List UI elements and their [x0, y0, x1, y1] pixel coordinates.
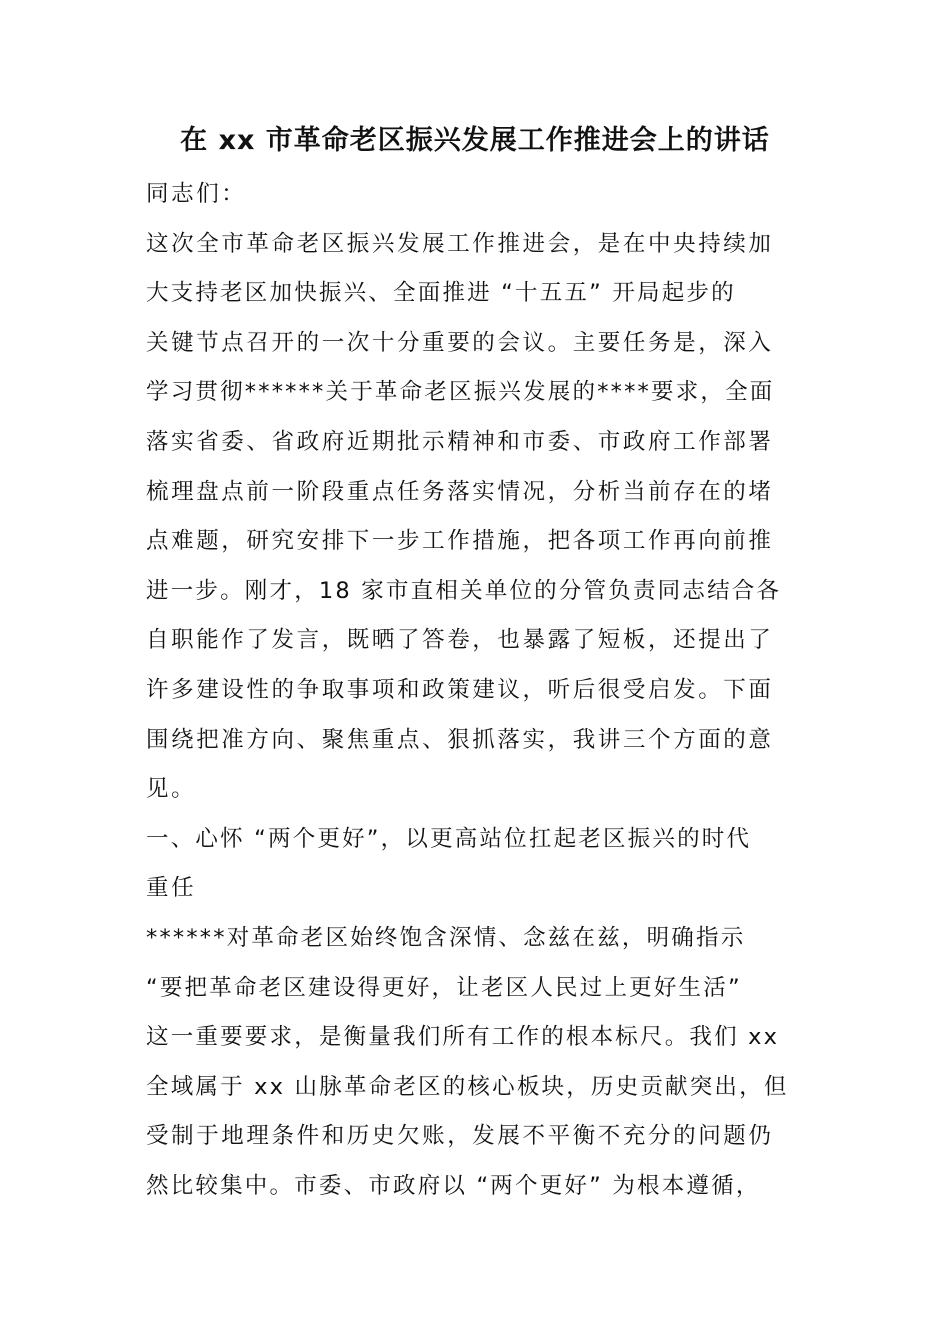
document-body [146, 170, 810, 1211]
paragraph-line: 受制于地理条件和历史欠账，发展不平衡不充分的问题仍 [146, 1123, 774, 1150]
paragraph-line: 梳理盘点前一阶段重点任务落实情况，分析当前存在的堵 [146, 478, 774, 505]
paragraph-line: “要把革命老区建设得更好，让老区人民过上更好生活” [146, 974, 742, 1001]
paragraph-line: 落实省委、省政府近期批示精神和市委、市政府工作部署 [146, 428, 774, 455]
paragraph-line: 许多建设性的争取事项和政策建议，听后很受启发。下面 [146, 676, 774, 703]
paragraph-line: 学习贯彻******关于革命老区振兴发展的****要求，全面 [146, 379, 775, 406]
paragraph-line: 这一重要要求，是衡量我们所有工作的根本标尺。我们 xx [146, 1024, 780, 1051]
paragraph-line: 这次全市革命老区振兴发展工作推进会，是在中央持续加 [146, 230, 774, 257]
paragraph-line: 大支持老区加快振兴、全面推进 “十五五” 开局起步的 [146, 280, 736, 307]
salutation-line: 同志们： [146, 181, 247, 207]
paragraph-line: 关键节点召开的一次十分重要的会议。主要任务是，深入 [146, 329, 774, 356]
document-title: 在 xx 市革命老区振兴发展工作推进会上的讲话 [180, 125, 770, 156]
section-heading-line: 一、心怀 “两个更好”，以更高站位扛起老区振兴的时代 [146, 825, 752, 852]
paragraph-line: 围绕把准方向、聚焦重点、狠抓落实，我讲三个方面的意 [146, 726, 774, 753]
paragraph-line: 自职能作了发言，既晒了答卷，也暴露了短板，还提出了 [146, 627, 774, 654]
paragraph-line: 点难题，研究安排下一步工作措施，把各项工作再向前推 [146, 528, 774, 555]
section-heading-line: 重任 [146, 875, 197, 902]
paragraph-line: ******对革命老区始终饱含深情、念兹在兹，明确指示 [146, 924, 746, 951]
paragraph-line: 然比较集中。市委、市政府以 “两个更好” 为根本遵循， [146, 1172, 761, 1199]
paragraph-line: 进一步。刚才，18 家市直相关单位的分管负责同志结合各 [146, 577, 782, 604]
paragraph-line: 全域属于 xx 山脉革命老区的核心板块，历史贡献突出，但 [146, 1073, 789, 1100]
paragraph-line: 见。 [146, 776, 197, 803]
